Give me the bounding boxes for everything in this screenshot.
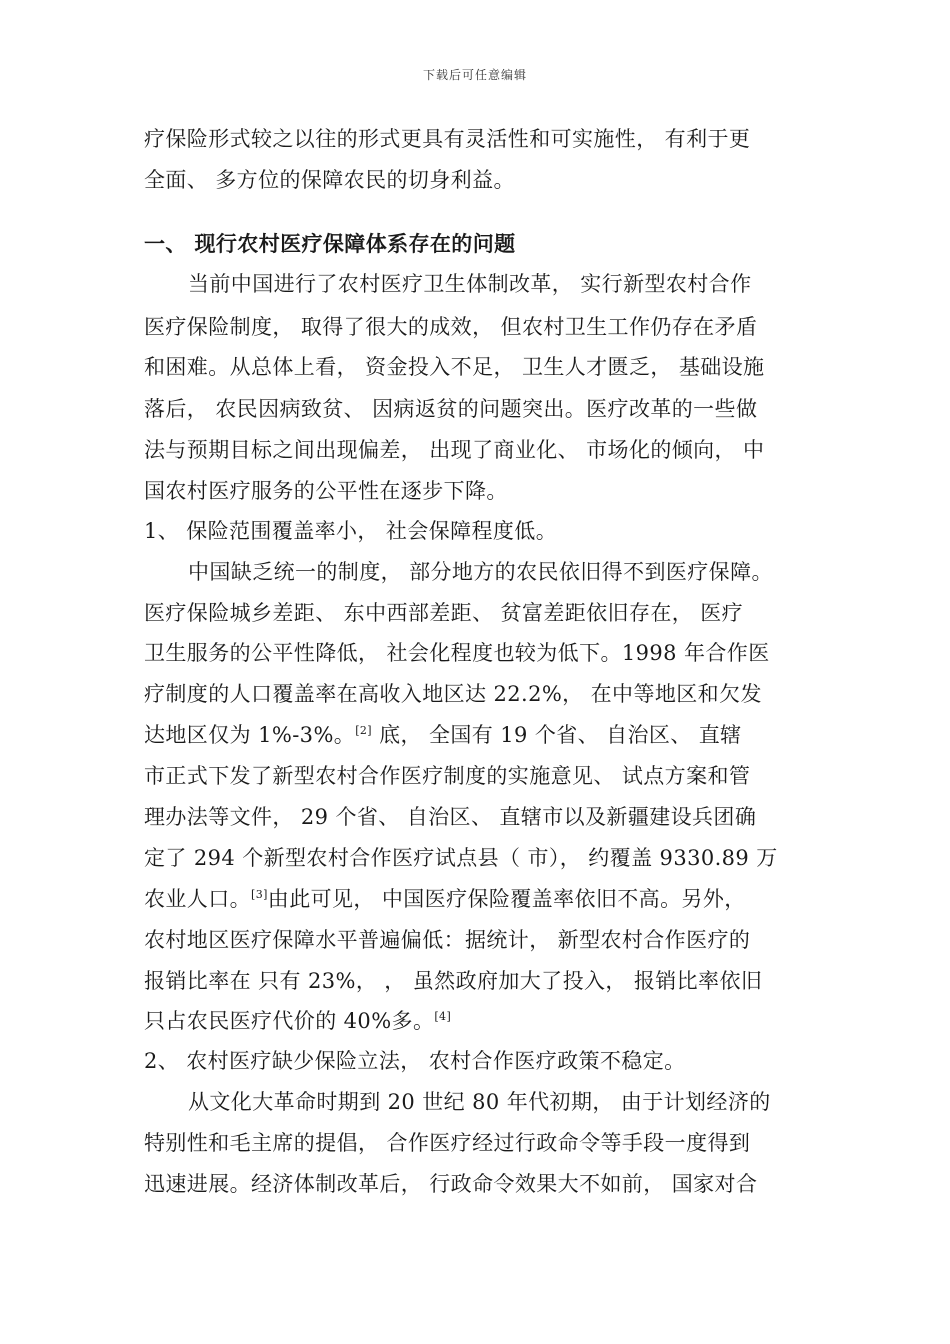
paragraph-line: 卫生服务的公平性降低， 社会化程度也较为低下。1998 年合作医 (144, 641, 770, 665)
section-heading: 一、 现行农村医疗保障体系存在的问题 (144, 231, 516, 256)
paragraph-line: 迅速进展。经济体制改革后， 行政命令效果大不如前， 国家对合 (144, 1172, 758, 1196)
paragraph-line (144, 884, 746, 914)
paragraph-line: 医疗保险城乡差距、 东中西部差距、 贫富差距依旧存在， 医疗 (144, 601, 744, 625)
paragraph-line: 疗制度的人口覆盖率在高收入地区达 22.2%， 在中等地区和欠发 (144, 682, 762, 706)
paragraph-line: 落后， 农民因病致贫、 因病返贫的问题突出。医疗改革的一些做 (144, 397, 758, 421)
paragraph-line (144, 1006, 451, 1036)
line-text: 达地区仅为 1%-3%。 (144, 723, 356, 747)
citation-ref: [3] (251, 888, 268, 901)
paragraph-line: 报销比率在 只有 23%， ， 虽然政府加大了投入， 报销比率依旧 (144, 969, 763, 993)
paragraph-line: 当前中国进行了农村医疗卫生体制改革， 实行新型农村合作 (188, 272, 752, 296)
paragraph-line: 法与预期目标之间出现偏差， 出现了商业化、 市场化的倾向， 中 (144, 438, 765, 462)
paragraph-line: 从文化大革命时期到 20 世纪 80 年代初期， 由于计划经济的 (188, 1090, 771, 1114)
citation-ref: [2] (355, 724, 372, 737)
paragraph-line: 医疗保险制度， 取得了很大的成效， 但农村卫生工作仍存在矛盾 (144, 315, 758, 339)
paragraph-line: 定了 294 个新型农村合作医疗试点县（ 市）， 约覆盖 9330.89 万 (144, 846, 778, 870)
paragraph-line: 理办法等文件， 29 个省、 自治区、 直辖市以及新疆建设兵团确 (144, 805, 757, 829)
paragraph-line (144, 720, 742, 750)
paragraph-line: 国农村医疗服务的公平性在逐步下降。 (144, 479, 508, 503)
line-text: 农业人口。 (144, 887, 251, 911)
subsection-heading: 2、 农村医疗缺少保险立法， 农村合作医疗政策不稳定。 (144, 1049, 686, 1073)
paragraph-line: 疗保险形式较之以往的形式更具有灵活性和可实施性， 有利于更 (144, 127, 751, 151)
line-text: 底， 全国有 19 个省、 自治区、 直辖 (372, 723, 742, 747)
line-text: 只占农民医疗代价的 40%多。 (144, 1009, 435, 1033)
citation-ref: [4] (434, 1010, 452, 1023)
paragraph-line: 特别性和毛主席的提倡， 合作医疗经过行政命令等手段一度得到 (144, 1131, 751, 1155)
subsection-heading: 1、 保险范围覆盖率小， 社会保障程度低。 (144, 519, 558, 543)
paragraph-line: 和困难。从总体上看， 资金投入不足， 卫生人才匮乏， 基础设施 (144, 355, 765, 379)
paragraph-line: 市正式下发了新型农村合作医疗制度的实施意见、 试点方案和管 (144, 764, 751, 788)
paragraph-line: 中国缺乏统一的制度， 部分地方的农民依旧得不到医疗保障。 (188, 560, 773, 584)
line-text: 由此可见， 中国医疗保险覆盖率依旧不高。另外， (267, 887, 746, 911)
paragraph-line: 农村地区医疗保障水平普遍偏低：据统计， 新型农村合作医疗的 (144, 928, 751, 952)
paragraph-line: 全面、 多方位的保障农民的切身利益。 (144, 168, 515, 192)
page-header: 下载后可任意编辑 (422, 68, 527, 82)
